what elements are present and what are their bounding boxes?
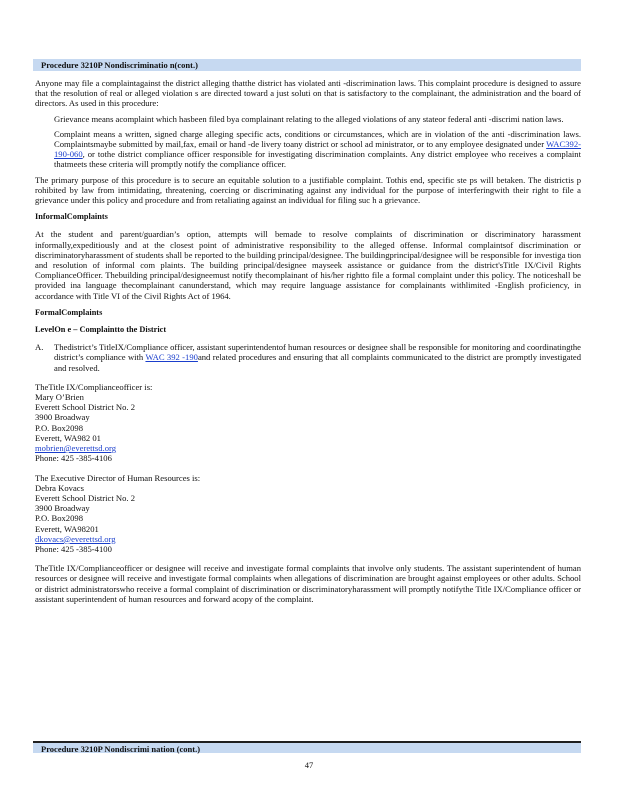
contact-hr-director [35, 473, 581, 555]
contact-name: Mary O’Brien [35, 392, 84, 403]
item-text-part: Thedistrict’s TitleIX/Compliance officer, assistant superintendentof human resources or designee shall be responsible for monitoring and coordinatingthe district’s compliance with [54, 342, 581, 363]
contact-street: 3900 Broadway [35, 503, 90, 514]
contact-street: 3900 Broadway [35, 412, 90, 423]
wac-link[interactable]: WAC392-190-060 [54, 139, 581, 160]
purpose-paragraph: The primary purpose of this procedure is to secure an equitable solution to a justifiable complaint. Tothis end, specific ste ps will betaken. The districtis p rohibited by law from intimidating, threatening, coercing or discriminating against any individual for the purpose of interferingwith their right to file a grievance under this policy and procedure and from retaliating against an individual for filing suc h a grievance. [35, 174, 581, 206]
item-letter: A. [35, 342, 44, 353]
contact-org: Everett School District No. 2 [35, 402, 136, 413]
contact-intro: TheTitle IX/Complianceofficer is: [35, 381, 153, 392]
item-a [35, 342, 581, 373]
contact-intro: The Executive Director of Human Resources is: [35, 472, 201, 483]
contact-city: Everett, WA982 01 [35, 432, 101, 443]
contact-org: Everett School District No. 2 [35, 492, 136, 503]
contact-pobox: P.O. Box2098 [35, 513, 83, 524]
bullet-text-part: , or tothe district compliance officer responsible for investigating discrimination complaints. Any district employee who receives a complaint thatmeets these criteria will promptly notify the compliance officer. [54, 149, 581, 170]
page-footer-bar: Procedure 3210P Nondiscrimi nation (cont.) [33, 741, 581, 753]
wac-link[interactable]: WAC 392 -190 [145, 352, 198, 363]
bullet-text-part: Complaint means a written, signed charge alleging specific acts, conditions or circumstances, which are in violation of the anti -discrimination laws. Complaintsmaybe submitted by mail,fax, email or hand -de livery toany district or school ad ministrator, or to any employee designated under [54, 128, 581, 150]
page-header-bar: Procedure 3210P Nondiscriminatio n(cont.) [33, 59, 581, 71]
bullet-text: Grievance means acomplaint which hasbeen filed bya complainant relating to the alleged violations of any stateor federal anti -discrimi nation laws. [54, 113, 564, 124]
contact-title-ix [35, 382, 581, 464]
page-number: 47 [304, 760, 314, 770]
bullet-icon [35, 129, 54, 170]
closing-paragraph: TheTitle IX/Complianceofficer or designee will receive and investigate formal complaints that involve only students. The assistant superintendent of human resources or designee will receive and investigate formal complaints when allegations of discrimination are brought against employees or other adults. School or district administratorswho receive a formal complaint of discrimination or discriminatoryharassment will promptly notifythe Title IX/Compliance officer or assistant superintendent of human resources and forward acopy of the complaint. [35, 563, 581, 604]
bullet-icon [35, 114, 54, 124]
item-text [54, 342, 581, 373]
contact-email-link[interactable]: dkovacs@everettsd.org [35, 533, 116, 544]
bullet-text [54, 129, 581, 170]
contact-phone: Phone: 425 -385-4100 [35, 543, 112, 554]
bullet-grievance [35, 114, 581, 124]
document-body [35, 78, 581, 609]
intro-paragraph: Anyone may file a complaintagainst the district alleging thatthe district has violated anti -discrimination laws. This complaint procedure is designed to assure that the resolution of real or alleged violation s are directed toward a just soluti on that is satisfactory to the complainant, the administration and the board of directors. As used in this procedure: [35, 78, 581, 109]
level-one-heading: LevelOn e – Complaintto the District [35, 325, 167, 335]
item-text-part: and related procedures and ensuring that all complaints communicated to the district are promptly investigated and resolved. [54, 352, 581, 373]
contact-email-link[interactable]: mobrien@everettsd.org [35, 443, 117, 454]
contact-phone: Phone: 425 -385-4106 [35, 453, 112, 464]
informal-complaints-paragraph: At the student and parent/guardian’s option, attempts will bemade to resolve complaints of discrimination or discriminatory harassment informally,expeditiously and at the closest point of administrative responsibility to the alleged offense. Informal complaintsof discrimination or discriminatoryharassment of students shall be reported to the building principal/designee. The buildingprincipal/designee will be responsible for investiga tion and resolution of informal com plaints. The building principal/designee mayseek assistance or guidance from the district'sTitle IX/Civil Rights ComplianceOfficer. Thebuilding principal/designeemust notify thecomplainant of his/her rightto file a formal complaint under this policy. The noticeshall be provided ina language thecomplainant canunderstand, which may require language assistance for complainants withlimited -English proficiency, in accordance with Title VI of the Civil Rights Act of 1964. [35, 229, 581, 301]
bullet-complaint [35, 129, 581, 170]
informal-complaints-heading: InformalComplaints [35, 212, 108, 222]
contact-pobox: P.O. Box2098 [35, 422, 83, 433]
contact-city: Everett, WA98201 [35, 523, 99, 534]
contact-name: Debra Kovacs [35, 482, 84, 493]
formal-complaints-heading: FormalComplaints [35, 307, 103, 317]
